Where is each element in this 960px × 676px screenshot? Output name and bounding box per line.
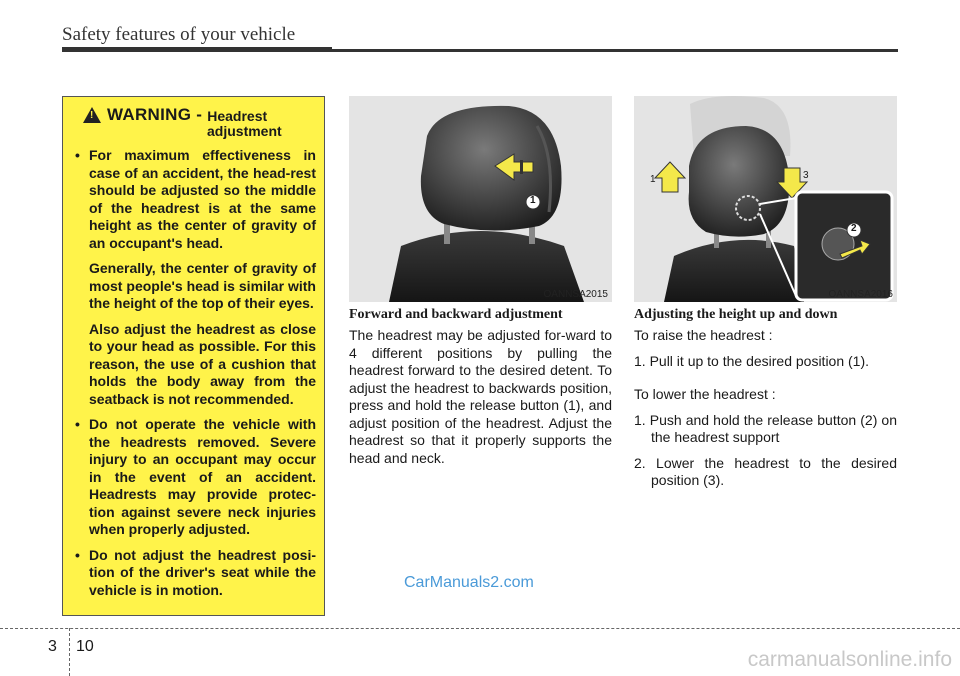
figure2-label-1: 1 [650, 174, 656, 185]
warning-item-paragraph: • Do not adjust the headrest posi-tion of the driver's seat while the vehicle is in motion. [89, 546, 316, 598]
warning-item-paragraph: Also adjust the headrest as close to your head as possible. For this reason, the use of a cushion that holds the body away from the seatback is not recommended. [89, 320, 316, 407]
warning-item [73, 147, 316, 408]
warning-item [73, 547, 316, 600]
lower-step: 1. Push and hold the release button (2) on the headrest support [634, 411, 897, 445]
headrest-forward-figure [349, 96, 612, 302]
warning-list [73, 147, 316, 599]
footer-rule [0, 628, 960, 629]
headrest-height-illustration [634, 96, 897, 302]
lower-intro: To lower the headrest : [634, 386, 776, 402]
headrest-forward-illustration [349, 96, 612, 302]
section1-title: Forward and backward adjustment [349, 307, 563, 322]
page-header-title: Safety features of your vehicle [62, 24, 296, 45]
site-watermark: carmanualsonline.info [747, 648, 952, 671]
figure2-label-2: 2 [851, 223, 857, 234]
warning-item-paragraph: • Do not operate the vehicle with the headrests removed. Severe injury to an occupant may occur in the event of an accident. Headrests may provide protec-tion against severe neck injuries when properly adjusted. [89, 416, 316, 537]
warning-box [62, 96, 325, 616]
watermark-text: CarManuals2.com [404, 574, 534, 591]
warning-item-paragraph: Generally, the center of gravity of most people's head is similar with the height of the top of their eyes. [89, 260, 316, 311]
warning-title-line1: Headrest [207, 108, 268, 124]
warning-item [73, 416, 316, 539]
figure2-label-3: 3 [803, 170, 809, 181]
figure1-code: OANNSA2015 [543, 289, 608, 300]
lower-step: 2. Lower the headrest to the desired position (3). [634, 454, 897, 488]
section1-body [349, 327, 612, 475]
raise-intro: To raise the headrest : [634, 327, 773, 343]
warning-word: WARNING - [107, 105, 203, 124]
section1-paragraph: The headrest may be adjusted for-ward to 4 different positions by pulling the headrest forward to the desired detent. To adjust the headrest to backwards position, press and hold the release button (1), and adjust position of the headrest. Adjust the headrest so that it properly supports the head and neck. [349, 327, 612, 466]
warning-title-line2: adjustment [207, 123, 282, 139]
footer-divider [69, 628, 70, 676]
headrest-height-figure [634, 96, 897, 302]
figure2-code: OANNSA2016 [828, 289, 893, 300]
raise-step: 1. Pull it up to the desired position (1). [634, 352, 870, 369]
warning-triangle-icon [83, 107, 101, 123]
warning-item-paragraph: • For maximum effectiveness in case of an accident, the head-rest should be adjusted so the middle of the headrest is at the same height as the center of gravity of an occupant's head. [89, 147, 316, 251]
section2-body [634, 327, 897, 498]
warning-heading [83, 105, 316, 125]
page-number: 10 [76, 638, 94, 655]
page-section-number: 3 [48, 638, 57, 655]
figure1-callout: 1 [530, 195, 536, 206]
header-rule-accent [62, 47, 332, 52]
section2-title: Adjusting the height up and down [634, 307, 838, 322]
